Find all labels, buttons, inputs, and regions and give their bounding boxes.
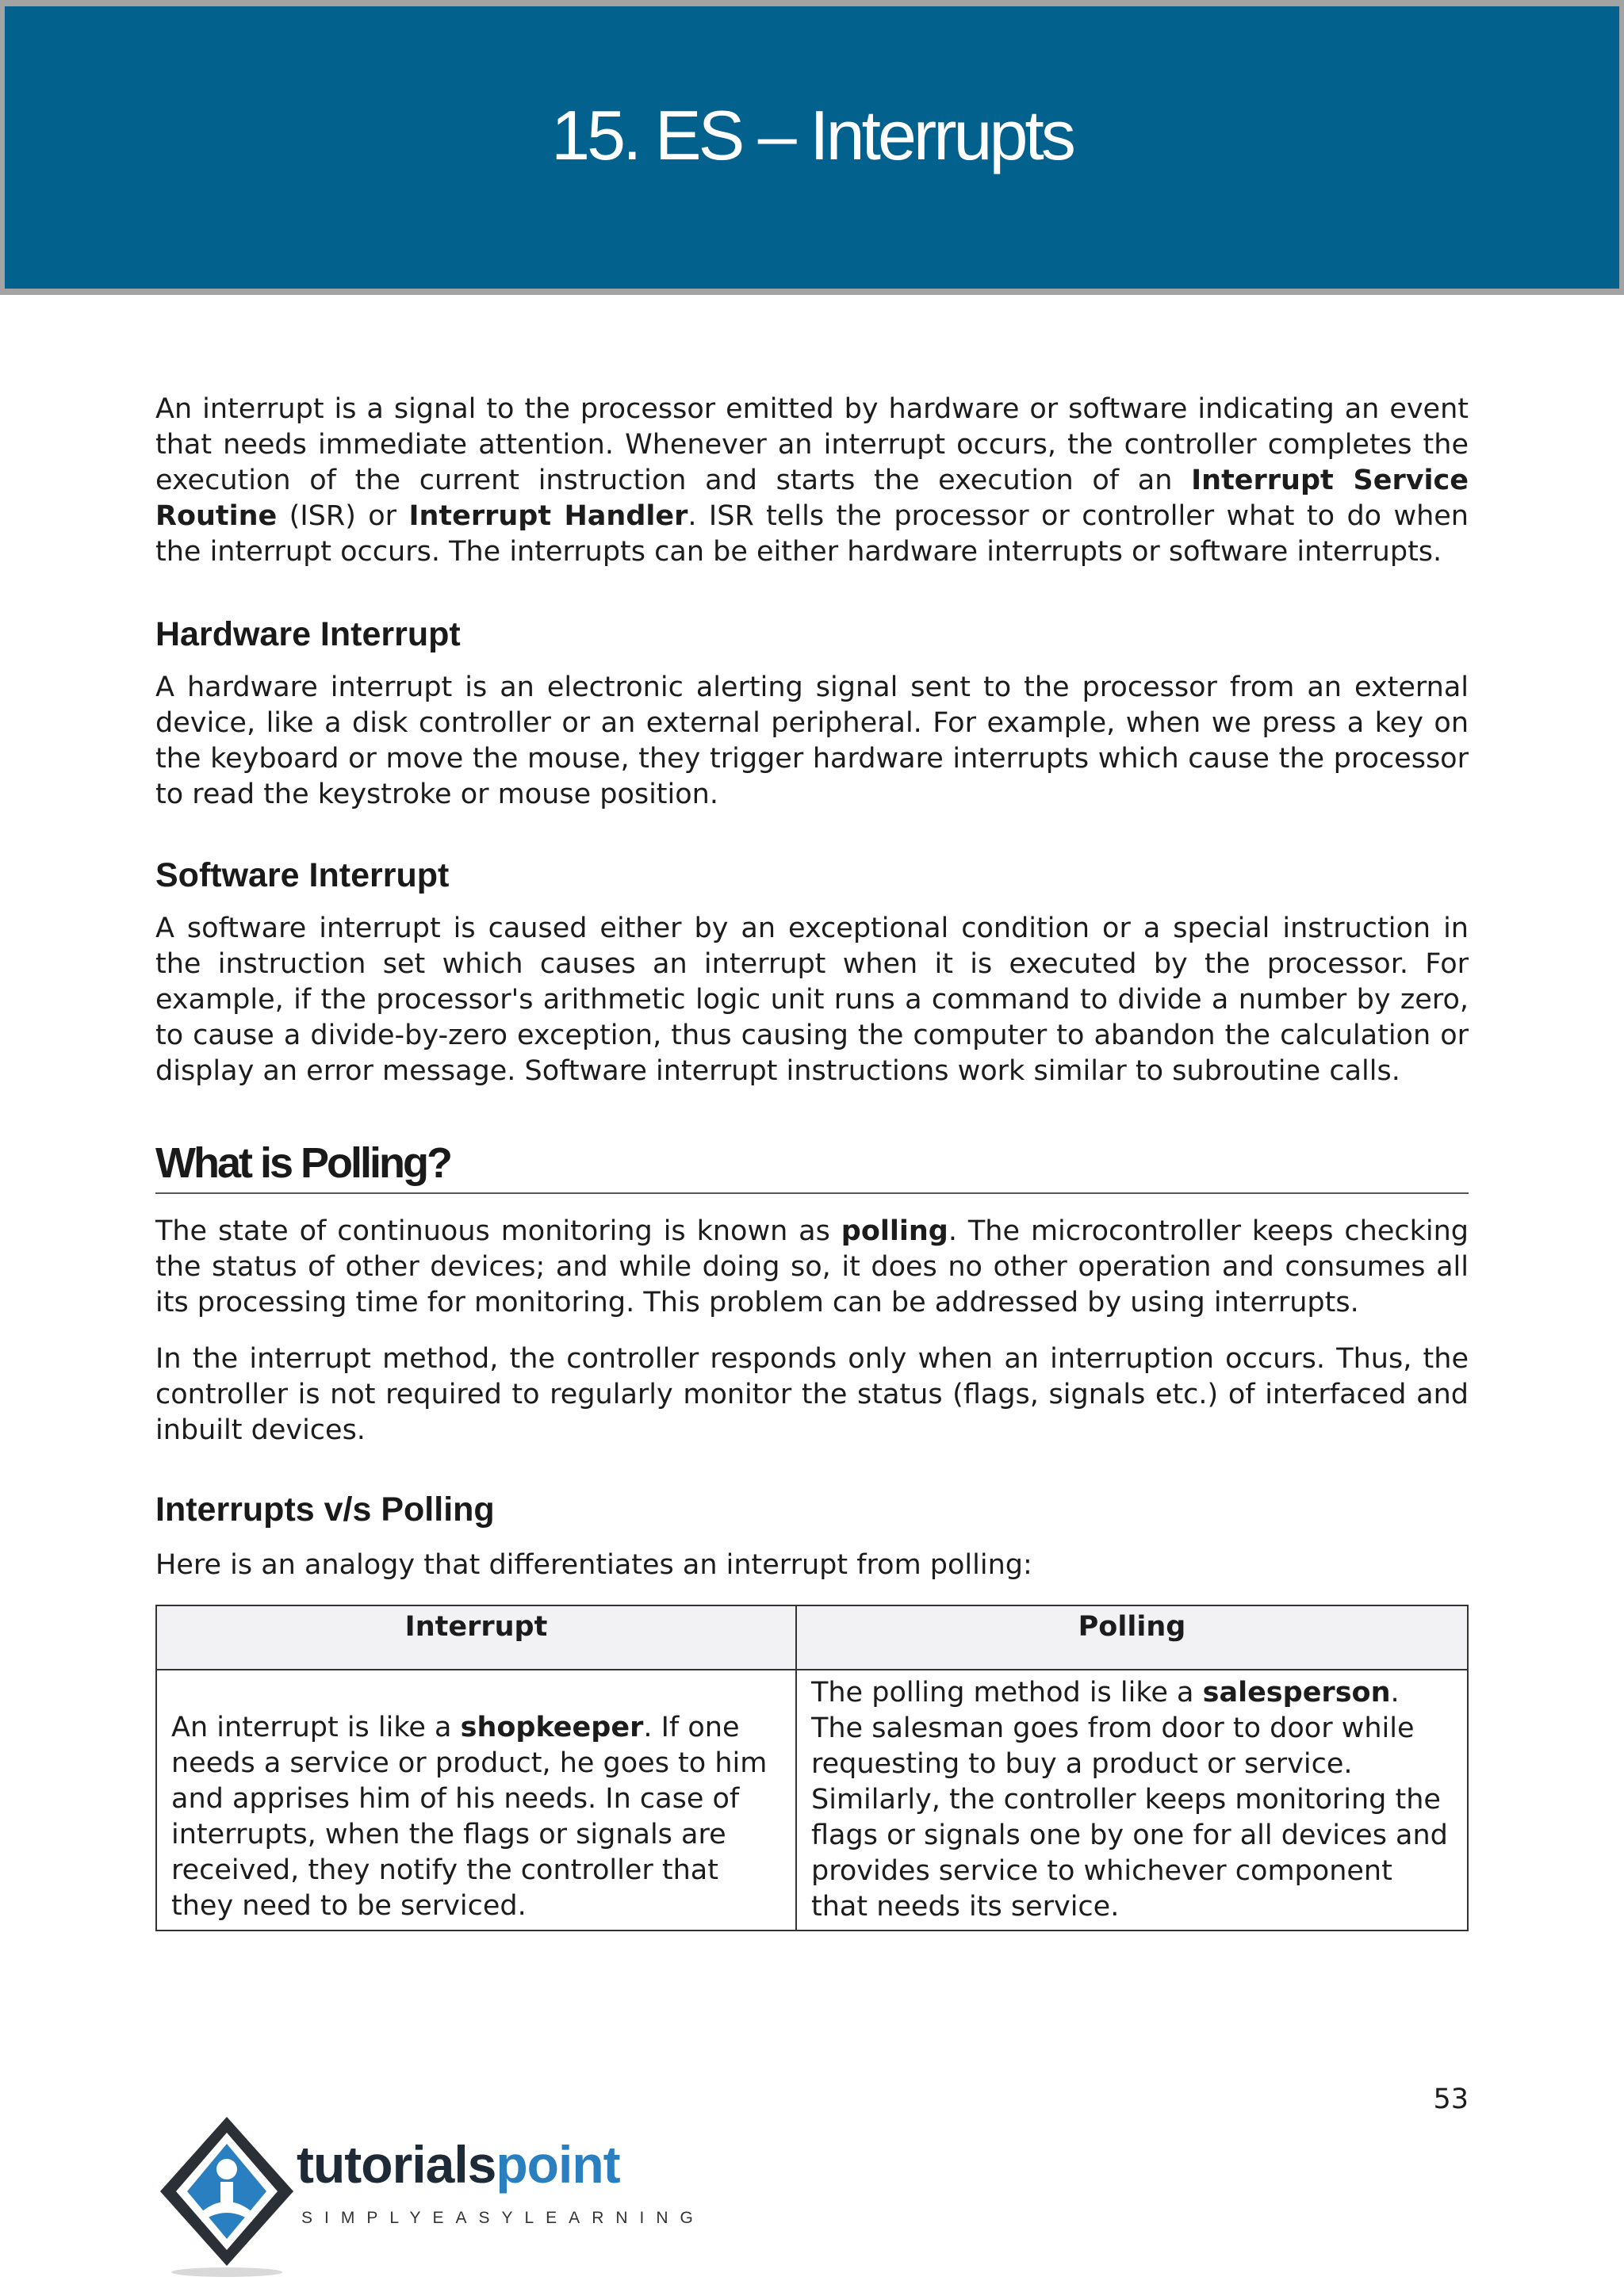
chapter-banner [0,0,1624,295]
table-header-row [156,1605,1468,1670]
polling-cell: The polling method is like a salesperson. The salesman goes from door to door while requesting to buy a product or service. Similarly, the controller keeps monitoring the flags or signals one by one for all devices and provides service to whichever component that needs its service. [796,1670,1468,1931]
software-body [155,911,1469,1089]
intro-paragraph-block [155,392,1469,570]
shopkeeper-term: shopkeeper [460,1712,644,1743]
comparison-intro: Here is an analogy that differentiates an interrupt from polling: [155,1549,1032,1581]
column-header-interrupt: Interrupt [156,1605,796,1670]
hardware-heading: Hardware Interrupt [155,615,461,653]
hardware-section [155,615,1469,654]
isr-term: Interrupt Service Routine [155,465,1469,532]
polling-paragraph-2: In the interrupt method, the controller responds only when an interruption occurs. Thus, the controller is not required to regularly monitor the status (flags, signals etc.) of interfaced and inbuilt devices. [155,1343,1469,1446]
polling-section [155,1138,1469,1194]
polling-body [155,1214,1469,1321]
chapter-banner-fill [5,6,1619,289]
comparison-section [155,1490,1469,1529]
software-paragraph: A software interrupt is caused either by an exceptional condition or a special instruction in the instruction set which causes an interrupt when it is executed by the processor. For example, if the processor's arithmetic logic unit runs a command to divide a number by zero, to cause a divide-by-zero exception, thus causing the computer to abandon the calculation or display an error message. Software interrupt instructions work similar to subroutine calls. [155,913,1469,1087]
comparison-intro-block [155,1548,1469,1583]
logo-wordmark: tutorialspoint [297,2135,620,2194]
polling-body-2 [155,1341,1469,1448]
page-number: 53 [1433,2084,1469,2115]
salesperson-term: salesperson [1202,1677,1391,1709]
hardware-body [155,670,1469,813]
table-row [156,1670,1468,1931]
logo-tagline: SIMPLYEASYLEARNING [301,2209,705,2227]
polling-term: polling [841,1215,948,1247]
software-section [155,856,1469,895]
intro-paragraph: An interrupt is a signal to the processor emitted by hardware or software indicating an event that needs immediate attention. Whenever an interrupt occurs, the controller completes the execution of the current instruction and starts the execution of an Interrupt Service Routine (ISR) or Interrupt Handler. ISR tells the processor or controller what to do when the interrupt occurs. The interrupts can be either hardware interrupts or software interrupts. [155,393,1469,568]
software-heading: Software Interrupt [155,856,450,894]
polling-heading: What is Polling? [155,1138,1469,1194]
comparison-table [155,1605,1469,1931]
chapter-title: 15. ES – Interrupts [551,96,1073,174]
hardware-paragraph: A hardware interrupt is an electronic alerting signal sent to the processor from an external device, like a disk controller or an external peripheral. For example, when we press a key on the keyboard or move the mouse, they trigger hardware interrupts which cause the processor to read the keystroke or mouse position. [155,672,1469,810]
logo-diamond-icon [155,2112,298,2279]
tutorialspoint-logo [155,2112,705,2279]
polling-paragraph-1: The state of continuous monitoring is known as polling. The microcontroller keeps checking the status of other devices; and while doing so, it does no other operation and consumes all its processing time for monitoring. This problem can be addressed by using interrupts. [155,1215,1469,1318]
handler-term: Interrupt Handler [408,500,688,532]
interrupt-cell: An interrupt is like a shopkeeper. If one needs a service or product, he goes to him and apprises him of his needs. In case of interrupts, when the flags or signals are received, they notify the controller that they need to be serviced. [156,1670,796,1931]
comparison-heading: Interrupts v/s Polling [155,1490,495,1529]
column-header-polling: Polling [796,1605,1468,1670]
